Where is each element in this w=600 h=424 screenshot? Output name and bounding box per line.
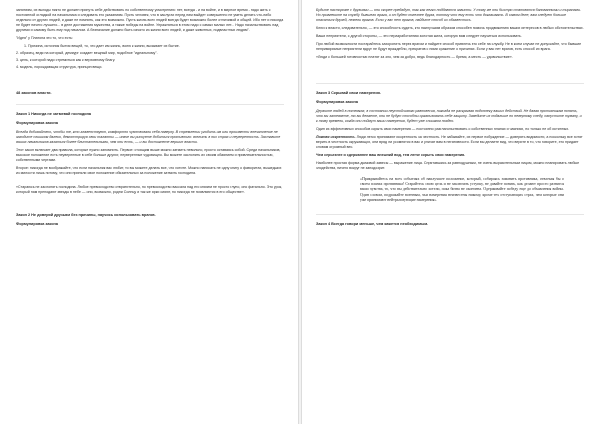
law-1-paragraph-2: Второе: никогда не воображайте, что если начальник вас любит, то вы можете делать все, что хотите. Можно написать не одну книгу о фаворитах, вышедших из милости лишь потому, что они приняли свое положение обязательных за положение затмить господина.	[16, 165, 282, 175]
honesty-label: Ложная искренность.	[316, 134, 356, 139]
enemies-paragraph: Ваши неприятели, с другой стороны, — это неразработанная золотая жила, которую вам следует научиться использовать.	[316, 33, 522, 38]
law-3-quote: «Прикрывайтесь на всех событиях об наилучшее положение, который, собираясь заманить противника, отвлекая бы о своем планах противника! Старайтесь свою цель и не заключать уступку, не давайте понять, как делают просто разнятся ваши чувства, то, что вы действительно хотели, пока битва не окончена. Одерживайте победу еще до объявления войны. Один словом, подражайте военным, чьи намерения неизвестны никому, кроме тех отступающих страх, чем которые они уже принимают нейтрализующие намерения».	[360, 176, 564, 203]
law-2-title: Закон 2 Не доверяй друзьям без причины, научись использовать врагов.	[16, 212, 156, 217]
law-3-paragraph-most: Наиболее простая форма дымовой завесы — выражение лица. Спрятавшись за равнодушным, не очень выразительным лицом, можно планировать любые злодейства, ничего вокруг не заподозрит.	[316, 160, 580, 170]
intro-paragraph: занятиям, их выгоды никто не должен принуть себе действовать по собственному усмотрению: нет, всегда - и на войне, и в мирное время - надо жить с постоянной оглядкой на начальника и следовать его указаниям. Пусть человек, что в заслугах перед ним выйдет совершенно не уметь делать что-либо отдельно от других людей, и даже не помнить, как это возможно. Пусть жизнь всех людей всегда будет возможно более отличимой и общей. Ибо нет и никогда не будет ничего лучшего... в деле достижения мужества, а также победы на войне. Упражняться в этом надо с самых малых лет... Надо начальствовать над другими и самому быть ему под началом. А безначалие должно быть изъято из жизни всех людей, и даже животных, подвластных людям".	[16, 8, 284, 32]
formula-3-title: Формулировка закона	[316, 99, 358, 104]
formula-1-text: Всегда добивайтесь, чтобы те, кто главенствуют, комфортно чувствовали себя наверху. В стремлении угодить им или произвести впечатление не заходите слишком далеко, демонстрируя свои таланты — иначе вы рискуете добиться противного: вселить в них страх и неуверенность. Заставьте ваших начальников казаться более блистательными, чем они есть, — и вы достигнете вершин власти.	[16, 130, 281, 145]
list-item: 2. образец, ведя на который, демиург создает вещный мир, подобное "идеальному".	[16, 50, 158, 55]
formula-2-title: Формулировка закона	[16, 222, 58, 226]
right-page	[301, 0, 600, 424]
key-paragraph: Ключ к власти, следовательно, — это способность судить, кто наилучшим образом способен помочь продвижению ваших интересов в любых обстоятельствах.	[316, 25, 584, 30]
law-3-title: Закон 3 Скрывай свои намерения.	[316, 90, 381, 95]
formula-3-text: Держите людей в потемках, в состоянии неустойчивого равновесия, никогда не раскрывая подоплеку ваших действий. Не давая противникам понять, что вы затеваете, то вы делаете, они не будут способны организовать себе защиту. Заведите их подальше по неверному следу, напустите туману, и к тому времени, когда они поймут ваши намерения, будет уже слишком поздно.	[316, 109, 582, 123]
law-1-paragraph-1: Этот закон включает два правила, которые нужно запомнить. Первое: стоящим выше можно затмить невольно, просто оставаясь собой. Среди начальников, высокое положение есть неуверенные в себе больше других; неуверенные чудовищно. Вы можете заслонить их своим обаянием и привлекательностью, собственными чертами.	[16, 148, 281, 162]
law-2-citation: «Люди с большей готовностью платят за зло, чем за добро, ведь благодарность — бремя, а месть — удовольствие».	[316, 54, 513, 59]
law-4-title: Закон 4 Всегда говори меньше, чем кажется необходимым.	[316, 221, 429, 226]
law-1-quote: «Стараюсь не заслонять господина. Любое превосходство отвратительно, но превосходство вассала над его князем не просто глупо, оно фатально. Это урок, который нам преподают звезды в небе — они, возможно, родни Солнцу и так же ярки сияют, но никогда не появляются в его обществе».	[16, 184, 283, 194]
list-item: 3. цель, к которой надо стремиться как к верховному благу.	[16, 57, 116, 62]
honesty-text: Люди легко принимают искренность за честность. Не забывайте, их первое побуждение — доверять видимости, а поскольку все хотят верить в честность окружающих, они вряд ли усомнятся в вас и уличат вам в негативности. Если вы делаете вид, что верите в то, что говорите, это придает словам огромный вес.	[316, 134, 583, 149]
law-3-paragraph-honesty	[316, 135, 584, 150]
list-item: 1. Причина, источник бытия вещей, то, что дает им жизнь, волю к жизни, вызывает их бытие.	[24, 43, 180, 48]
law-1-title: Закон 1 Никогда не затмевай господина	[16, 111, 92, 116]
idea-question: "Идея" у Платона это то, что есть:	[16, 35, 73, 40]
divider	[316, 83, 584, 84]
left-page	[0, 0, 299, 424]
law-3-paragraph-key: Один из эффективных способов скрыть свои намерения — постоянно разглагольствовать о собственных планах и чаяниях, но только не об истинных.	[316, 126, 570, 131]
list-item: 4. модель, порождающая структура, принцип вещи.	[16, 64, 103, 69]
section-heading: 48 законов власти.	[16, 90, 52, 95]
formula-1-title: Формулировка закона	[16, 121, 58, 125]
divider	[316, 214, 584, 215]
opportunity-paragraph: При любой возможности постарайтесь захоронить нерез врагом и найдите способ привлечь его себе на службу. Не в коем случае не допускайте, что бывшие непримиримые неприятели вдруг не будут враждебно, прекратив с ними сражение о причинах. Если у вас нет врагов, есть способ их врага.	[316, 41, 582, 51]
law-2-formula-text: Будьте настороже с друзьями — они скорее предадут, так как легко поддаются зависти. У тому же они быстро становятся балованными и тиранами. Но привлеките на службу бывшего врага, и он будет полезнее друга, потому что ему есть что доказывать. В самом деле, вам следует больше опасаться друзей, нежели врагов. Если у вас нет врагов, найдите способ их обзавестись.	[316, 8, 581, 22]
law-3-paragraph-when: Чем серьезнее и сдержаннее ваш внешний вид, тем легче скрыть свои намерения.	[316, 152, 466, 157]
divider	[16, 104, 284, 105]
